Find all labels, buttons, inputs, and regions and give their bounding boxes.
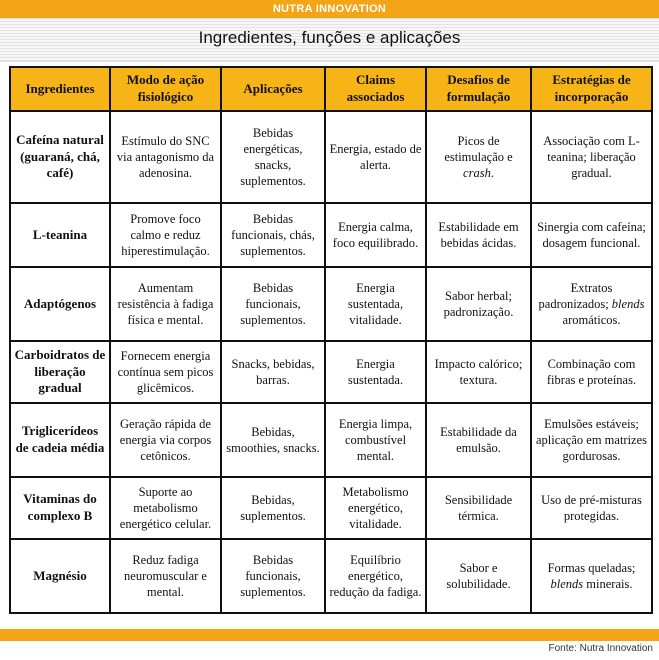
table-cell (110, 403, 221, 477)
source-note: Fonte: Nutra Innovation (548, 643, 653, 654)
ingredient-cell: Magnésio (10, 539, 110, 613)
table-row (10, 403, 652, 477)
cell-text: Sinergia com cafeína; dosagem funcional. (537, 220, 646, 250)
table-cell (221, 267, 325, 341)
cell-text: Energia sustentada. (347, 357, 404, 387)
table-header-row (10, 67, 652, 111)
column-header: Modo de ação fisiológico (110, 67, 221, 111)
column-header: Claims associados (325, 67, 426, 111)
table-cell (325, 477, 426, 539)
table-cell (110, 539, 221, 613)
cell-text: Estímulo do SNC via antagonismo da adenosina. (116, 134, 215, 180)
ingredient-cell: L-teanina (10, 203, 110, 267)
table-cell (110, 111, 221, 203)
column-header: Ingredientes (10, 67, 110, 111)
cell-text: Energia limpa, combustível mental. (338, 417, 413, 463)
italic-term: crash (463, 166, 491, 180)
table-cell (325, 539, 426, 613)
ingredient-cell: Adaptógenos (10, 267, 110, 341)
table-cell (531, 539, 652, 613)
cell-text: Aumentam resistência à fadiga física e mental. (117, 281, 214, 327)
ingredient-cell: Carboidratos de liberação gradual (10, 341, 110, 403)
cell-text: aromáticos. (562, 313, 621, 327)
cell-text: Sabor e solubilidade. (446, 561, 511, 591)
table-cell (531, 111, 652, 203)
cell-text: Extratos padronizados; (538, 281, 613, 311)
table-row (10, 341, 652, 403)
cell-text: Combinação com fibras e proteínas. (546, 357, 637, 387)
table-cell (531, 403, 652, 477)
brand-banner: NUTRA INNOVATION (0, 0, 659, 18)
cell-text: Bebidas, smoothies, snacks. (226, 425, 320, 455)
cell-text: Energia sustentada, vitalidade. (347, 281, 404, 327)
table-cell (110, 341, 221, 403)
table-cell (426, 341, 531, 403)
cell-text: Bebidas funcionais, chás, suplementos. (231, 212, 315, 258)
cell-text: Suporte ao metabolismo energético celular. (119, 485, 212, 531)
table-cell (426, 203, 531, 267)
cell-text: Uso de pré-misturas protegidas. (541, 493, 642, 523)
table-cell (426, 539, 531, 613)
table-cell (325, 111, 426, 203)
table-cell (221, 341, 325, 403)
cell-text: Fornecem energia contínua sem picos glicêmicos. (117, 349, 214, 395)
cell-text: Snacks, bebidas, barras. (231, 357, 315, 387)
table-cell (221, 403, 325, 477)
cell-text: . (490, 166, 494, 180)
table-cell (531, 203, 652, 267)
table-cell (221, 539, 325, 613)
cell-text: Energia calma, foco equilibrado. (332, 220, 419, 250)
table-cell (110, 477, 221, 539)
table-cell (110, 203, 221, 267)
cell-text: Sensibilidade térmica. (444, 493, 513, 523)
cell-text: Geração rápida de energia via corpos cetônicos. (119, 417, 212, 463)
table-cell (221, 477, 325, 539)
table-cell (531, 477, 652, 539)
cell-text: Metabolismo energético, vitalidade. (342, 485, 409, 531)
column-header: Desafios de formulação (426, 67, 531, 111)
cell-text: Picos de estimulação e (444, 134, 513, 164)
table-cell (110, 267, 221, 341)
cell-text: Reduz fadiga neuromuscular e mental. (124, 553, 207, 599)
ingredient-cell: Cafeína natural (guaraná, chá, café) (10, 111, 110, 203)
table-cell (221, 203, 325, 267)
table-cell (531, 341, 652, 403)
table-cell (325, 267, 426, 341)
table-row (10, 111, 652, 203)
title-divider (0, 60, 659, 62)
table-cell (221, 111, 325, 203)
ingredients-table (9, 66, 653, 614)
table-cell (325, 403, 426, 477)
cell-text: Estabilidade em bebidas ácidas. (438, 220, 519, 250)
table-row (10, 267, 652, 341)
cell-text: Equilíbrio energético, redução da fadiga. (329, 553, 422, 599)
cell-text: minerais. (583, 577, 633, 591)
cell-text: Bebidas energéticas, snacks, suplementos. (240, 126, 306, 188)
table-cell (325, 341, 426, 403)
cell-text: Bebidas funcionais, suplementos. (240, 553, 306, 599)
ingredient-cell: Vitaminas do complexo B (10, 477, 110, 539)
table-cell (426, 477, 531, 539)
table-cell (426, 267, 531, 341)
table-row (10, 203, 652, 267)
italic-term: blends (611, 297, 645, 311)
cell-text: Bebidas, suplementos. (240, 493, 306, 523)
cell-text: Sabor herbal; padronização. (443, 289, 514, 319)
italic-term: blends (550, 577, 584, 591)
cell-text: Energia, estado de alerta. (329, 142, 422, 172)
cell-text: Promove foco calmo e reduz hiperestimulação. (121, 212, 210, 258)
page-title: Ingredientes, funções e aplicações (198, 28, 461, 47)
cell-text: Bebidas funcionais, suplementos. (240, 281, 306, 327)
cell-text: Formas queladas; (547, 561, 636, 575)
ingredient-cell: Triglicerídeos de cadeia média (10, 403, 110, 477)
table-cell (426, 111, 531, 203)
column-header: Estratégias de incorporação (531, 67, 652, 111)
cell-text: Estabilidade da emulsão. (440, 425, 517, 455)
column-header: Aplicações (221, 67, 325, 111)
footer-bar (0, 629, 659, 641)
table-cell (325, 203, 426, 267)
table-row (10, 539, 652, 613)
cell-text: Impacto calórico; textura. (434, 357, 523, 387)
table-cell (426, 403, 531, 477)
table-body (10, 111, 652, 613)
cell-text: Emulsões estáveis; aplicação em matrizes gordurosas. (535, 417, 648, 463)
cell-text: Associação com L-teanina; liberação gradual. (543, 134, 640, 180)
table-row (10, 477, 652, 539)
table-cell (531, 267, 652, 341)
